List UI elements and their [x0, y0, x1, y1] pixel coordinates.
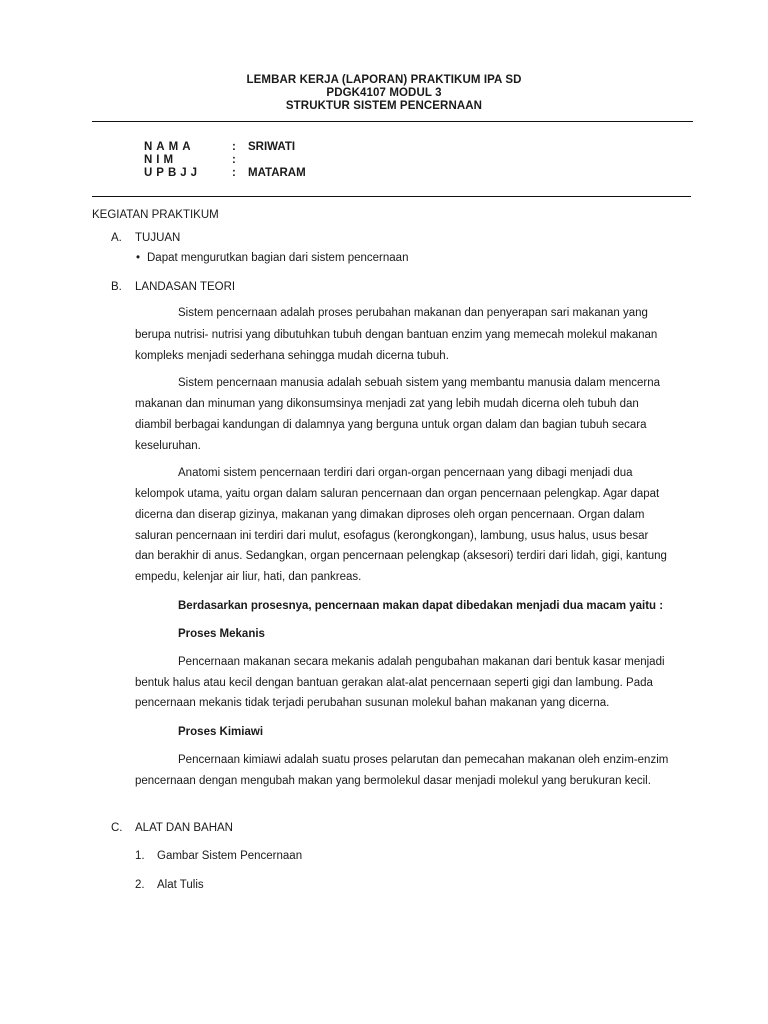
tujuan-letter: A.	[111, 232, 122, 244]
p2-line: makanan dan minuman yang dikonsumsinya menjadi zat yang lebih mudah dicerna oleh tubuh dan	[135, 398, 639, 410]
landasan-letter: B.	[111, 281, 122, 293]
doc-title-line2: PDGK4107 MODUL 3	[326, 87, 442, 99]
tujuan-item: Dapat mengurutkan bagian dari sistem pencernaan	[147, 252, 409, 264]
mekanis-line: Pencernaan makanan secara mekanis adalah pengubahan makanan dari bentuk kasar menjadi	[178, 656, 665, 668]
p1-line: Sistem pencernaan adalah proses perubahan makanan dan penyerapan sari makanan yang	[178, 307, 648, 319]
p3-line: Anatomi sistem pencernaan terdiri dari organ-organ pencernaan yang dibagi menjadi dua	[178, 467, 633, 479]
p3-line: saluran pencernaan ini terdiri dari mulut, esofagus (kerongkongan), lambung, usus halus, usus besar	[135, 530, 649, 542]
p2-line: Sistem pencernaan manusia adalah sebuah sistem yang membantu manusia dalam mencerna	[178, 377, 660, 389]
p3-line: dan berakhir di anus. Sedangkan, organ pencernaan pelengkap (aksesori) terdiri dari lidah, gigi, kantung	[135, 550, 667, 562]
kimiawi-line: pencernaan dengan mengubah makan yang bermolekul dasar menjadi molekul yang berukuran kecil.	[135, 775, 651, 787]
p2-line: keseluruhan.	[135, 440, 201, 452]
landasan-title: LANDASAN TEORI	[135, 281, 236, 293]
tujuan-title: TUJUAN	[135, 232, 181, 244]
section-title: KEGIATAN PRAKTIKUM	[92, 209, 219, 221]
p3-line: empedu, kelenjar air liur, hati, dan pankreas.	[135, 571, 362, 583]
header-divider	[92, 121, 693, 122]
mekanis-line: bentuk halus atau kecil dengan bantuan gerakan alat-alat pencernaan seperti gigi dan lambung. Pada	[135, 677, 653, 689]
p2-line: diambil berbagai kandungan di dalamnya yang berguna untuk organ dalam dan bagian tubuh secara	[135, 419, 647, 431]
nama-colon: :	[232, 141, 236, 153]
nim-label: NIM	[144, 154, 178, 166]
alat-letter: C.	[111, 822, 123, 834]
upbjj-value: MATARAM	[248, 167, 306, 179]
upbjj-colon: :	[232, 167, 236, 179]
alat-item-text: Alat Tulis	[157, 879, 204, 891]
alat-item-number: 1.	[135, 850, 145, 862]
upbjj-label: UPBJJ	[144, 167, 202, 179]
kimiawi-line: Pencernaan kimiawi adalah suatu proses pelarutan dan pemecahan makanan oleh enzim-enzim	[178, 754, 669, 766]
kimiawi-title: Proses Kimiawi	[178, 726, 264, 738]
identity-divider	[92, 196, 691, 197]
p4-bold: Berdasarkan prosesnya, pencernaan makan dapat dibedakan menjadi dua macam yaitu :	[178, 600, 664, 612]
p3-line: kelompok utama, yaitu organ dalam saluran pencernaan dan organ pencernaan pelengkap. Agar dapat	[135, 488, 660, 500]
p1-line: kompleks menjadi sederhana sehingga mudah dicerna tubuh.	[135, 350, 449, 362]
mekanis-line: pencernaan mekanis tidak terjadi perubahan susunan molekul bahan makanan yang dicerna.	[135, 697, 610, 709]
doc-title-line3: STRUKTUR SISTEM PENCERNAAN	[285, 100, 483, 112]
alat-title: ALAT DAN BAHAN	[135, 822, 233, 834]
alat-item-text: Gambar Sistem Pencernaan	[157, 850, 303, 862]
bullet-icon: •	[136, 252, 141, 264]
p1-line: berupa nutrisi- nutrisi yang dibutuhkan tubuh dengan bantuan enzim yang memecah molekul makanan	[135, 329, 658, 341]
nama-value: SRIWATI	[248, 141, 296, 153]
p3-line: dicerna dan diserap gizinya, makanan yang dimakan diproses oleh organ pencernaan. Organ dalam	[135, 509, 645, 521]
mekanis-title: Proses Mekanis	[178, 628, 265, 640]
nama-label: NAMA	[144, 141, 195, 153]
nim-colon: :	[232, 154, 236, 166]
doc-title-line1: LEMBAR KERJA (LAPORAN) PRAKTIKUM IPA SD	[246, 74, 522, 86]
alat-item-number: 2.	[135, 879, 145, 891]
